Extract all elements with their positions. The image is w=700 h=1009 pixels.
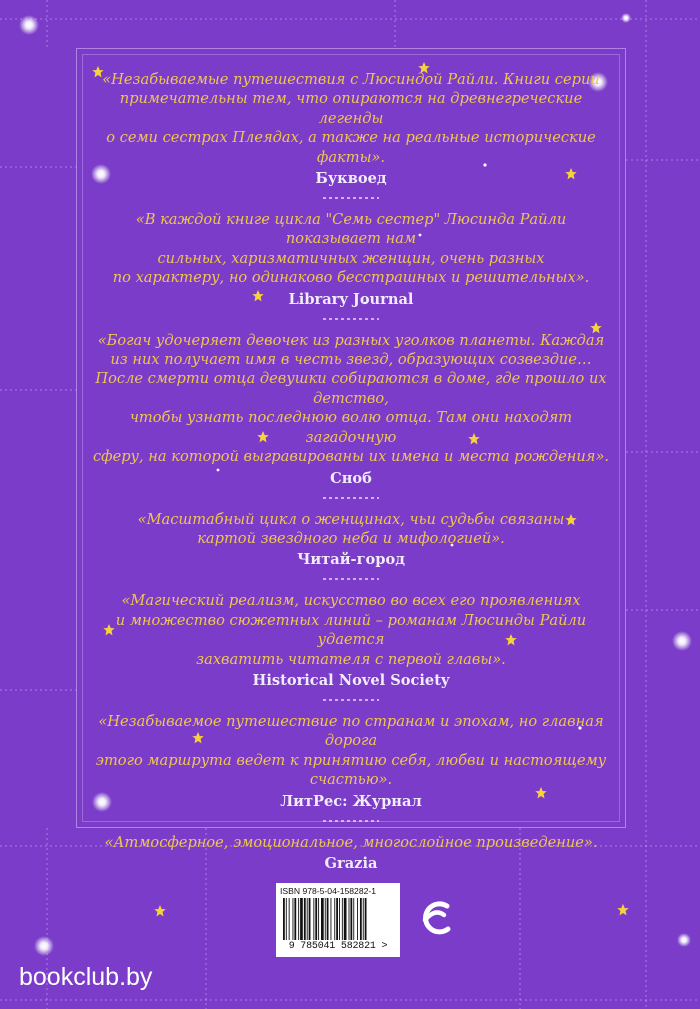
review-item — [88, 833, 614, 873]
site-watermark: bookclub.by — [19, 963, 153, 991]
review-separator — [323, 699, 379, 701]
review-separator — [323, 497, 379, 499]
review-item — [88, 210, 614, 309]
review-source: Historical Novel Society — [252, 671, 450, 689]
review-separator — [323, 578, 379, 580]
review-source: Grazia — [324, 854, 378, 872]
reviews-list — [88, 70, 614, 873]
isbn-barcode — [276, 883, 400, 957]
review-quote: «Масштабный цикл о женщинах, чьи судьбы связаны картой звездного неба и мифологией». — [137, 510, 565, 547]
review-source: ЛитРес: Журнал — [280, 792, 422, 810]
review-separator — [323, 820, 379, 822]
review-quote: «В каждой книге цикла "Семь сестер" Люсинда Райли показывает нам сильных, харизматичных женщин, очень разных по характеру, но одинаково бесстрашных и решительных». — [112, 211, 590, 287]
review-quote: «Магический реализм, искусство во всех его проявлениях и множество сюжетных линий – романам Люсинды Райли удается захватить читателя с первой главы». — [115, 592, 587, 668]
barcode-digits: 9 785041 582821 > — [288, 941, 388, 952]
review-item — [88, 331, 614, 488]
review-separator — [323, 197, 379, 199]
review-item — [88, 591, 614, 690]
review-quote: «Незабываемое путешествие по странам и эпохам, но главная дорога этого маршрута ведет к принятию себя, любви и настоящему счастью». — [95, 712, 607, 789]
review-item — [88, 70, 614, 188]
review-quote: «Незабываемые путешествия с Люсиндой Райли. Книги серии примечательны тем, что опираются на древнегреческие легенды о семи сестрах Плеядах, а также на реальные исторические факты». — [102, 71, 600, 166]
review-item — [88, 510, 614, 570]
review-item — [88, 712, 614, 811]
eksmo-logo-icon — [417, 896, 453, 942]
barcode-bars — [281, 898, 395, 940]
review-separator — [323, 318, 379, 320]
review-quote: «Атмосферное, эмоциональное, многослойное произведение». — [104, 833, 598, 851]
review-source: Читай-город — [297, 551, 405, 569]
review-source: Сноб — [330, 469, 372, 487]
review-quote: «Богач удочеряет девочек из разных уголков планеты. Каждая из них получает имя в честь звезд, образующих созвездие… После смерти отца девушки собираются в доме, где прошло их детство, чтобы узнать последнюю волю отца. Там они находят загадочную сферу, на которой выгравированы их имена и места рождения». — [92, 331, 610, 466]
review-source: Буквоед — [315, 170, 387, 188]
isbn-label: ISBN 978-5-04-158282-1 — [280, 886, 377, 896]
review-source: Library Journal — [288, 290, 414, 308]
